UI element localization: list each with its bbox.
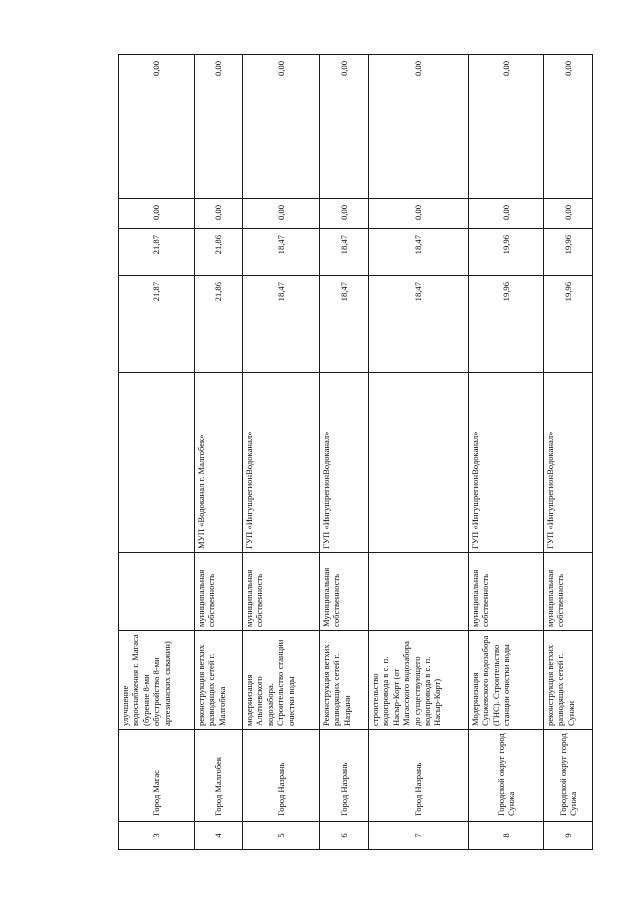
event-cell: улучшение водоснабжения г. Магаса (бурение 8-ми обустройство 8-ми артезианских скважин) <box>119 631 195 730</box>
amount-cell-4: 0,00 <box>544 55 593 199</box>
event-cell: строительство водопровода в с. п. Насыр-Корт (от Магасского водозабора до существующего водопровода в с. п. Насыр-Корт) <box>369 631 469 730</box>
amount-cell-4: 0,00 <box>320 55 369 199</box>
amount-cell-3: 0,00 <box>243 199 320 229</box>
settlement-cell: Город Магас <box>119 730 195 822</box>
amount-cell-3: 0,00 <box>369 199 469 229</box>
amount-cell-1: 21,86 <box>195 276 243 373</box>
row-number-cell: 8 <box>469 822 544 850</box>
amount-cell-3: 0,00 <box>195 199 243 229</box>
row-number-cell: 3 <box>119 822 195 850</box>
operator-cell: ГУП «ИнгушрегионВодоканал» <box>544 373 593 553</box>
table-row <box>469 55 544 850</box>
settlement-cell: Город Малгобек <box>195 730 243 822</box>
settlement-cell: Городской округ город Сунжа <box>469 730 544 822</box>
table-row <box>320 55 369 850</box>
ownership-cell: муниципальная собственность <box>469 553 544 631</box>
water-supply-program-table <box>118 54 593 850</box>
amount-cell-4: 0,00 <box>195 55 243 199</box>
row-number-cell: 4 <box>195 822 243 850</box>
amount-cell-1: 18,47 <box>320 276 369 373</box>
amount-cell-1: 18,47 <box>369 276 469 373</box>
amount-cell-1: 19,96 <box>469 276 544 373</box>
event-cell: модернизация Альтиевского водозабора. Строительство станции очистки воды <box>243 631 320 730</box>
event-cell: реконструкция ветхих разводящих сетей г. Малгобека <box>195 631 243 730</box>
table-row <box>243 55 320 850</box>
ownership-cell <box>369 553 469 631</box>
row-number-cell: 5 <box>243 822 320 850</box>
amount-cell-4: 0,00 <box>369 55 469 199</box>
ownership-cell: муниципальная собственность <box>243 553 320 631</box>
rotated-document-page <box>118 55 592 850</box>
settlement-cell: Город Назрань <box>369 730 469 822</box>
ownership-cell: Муниципальная собственность <box>320 553 369 631</box>
operator-cell: ГУП «ИнгушрегионВодоканал» <box>469 373 544 553</box>
table-row <box>544 55 593 850</box>
table-row <box>195 55 243 850</box>
event-cell: реконструкция ветхих разводящих сетей г. Сунжи <box>544 631 593 730</box>
operator-cell <box>119 373 195 553</box>
operator-cell <box>369 373 469 553</box>
table-row <box>119 55 195 850</box>
table-row <box>369 55 469 850</box>
operator-cell: ГУП «ИнгушрегионВодоканал» <box>243 373 320 553</box>
amount-cell-4: 0,00 <box>119 55 195 199</box>
settlement-cell: Городской округ город Сунжа <box>544 730 593 822</box>
amount-cell-2: 18,47 <box>243 229 320 276</box>
event-cell: Модернизация Сунжевского водозабора (ГНС). Строительство станции очистки воды <box>469 631 544 730</box>
operator-cell: ГУП «ИнгушрегионВодоканал» <box>320 373 369 553</box>
amount-cell-2: 19,96 <box>544 229 593 276</box>
operator-cell: МУП «Водоканал г. Малгобек» <box>195 373 243 553</box>
ownership-cell <box>119 553 195 631</box>
amount-cell-1: 21,87 <box>119 276 195 373</box>
amount-cell-2: 19,96 <box>469 229 544 276</box>
amount-cell-3: 0,00 <box>469 199 544 229</box>
row-number-cell: 7 <box>369 822 469 850</box>
amount-cell-3: 0,00 <box>544 199 593 229</box>
amount-cell-3: 0,00 <box>119 199 195 229</box>
amount-cell-3: 0,00 <box>320 199 369 229</box>
amount-cell-4: 0,00 <box>469 55 544 199</box>
ownership-cell: муниципальная собственность <box>195 553 243 631</box>
ownership-cell: муниципальная собственность <box>544 553 593 631</box>
row-number-cell: 6 <box>320 822 369 850</box>
event-cell: Реконструкция ветхих разводящих сетей г. Назрани <box>320 631 369 730</box>
amount-cell-1: 18,47 <box>243 276 320 373</box>
settlement-cell: Город Назрань <box>243 730 320 822</box>
amount-cell-1: 19,96 <box>544 276 593 373</box>
amount-cell-4: 0,00 <box>243 55 320 199</box>
row-number-cell: 9 <box>544 822 593 850</box>
amount-cell-2: 18,47 <box>320 229 369 276</box>
settlement-cell: Город Назрань <box>320 730 369 822</box>
amount-cell-2: 21,87 <box>119 229 195 276</box>
amount-cell-2: 21,86 <box>195 229 243 276</box>
amount-cell-2: 18,47 <box>369 229 469 276</box>
